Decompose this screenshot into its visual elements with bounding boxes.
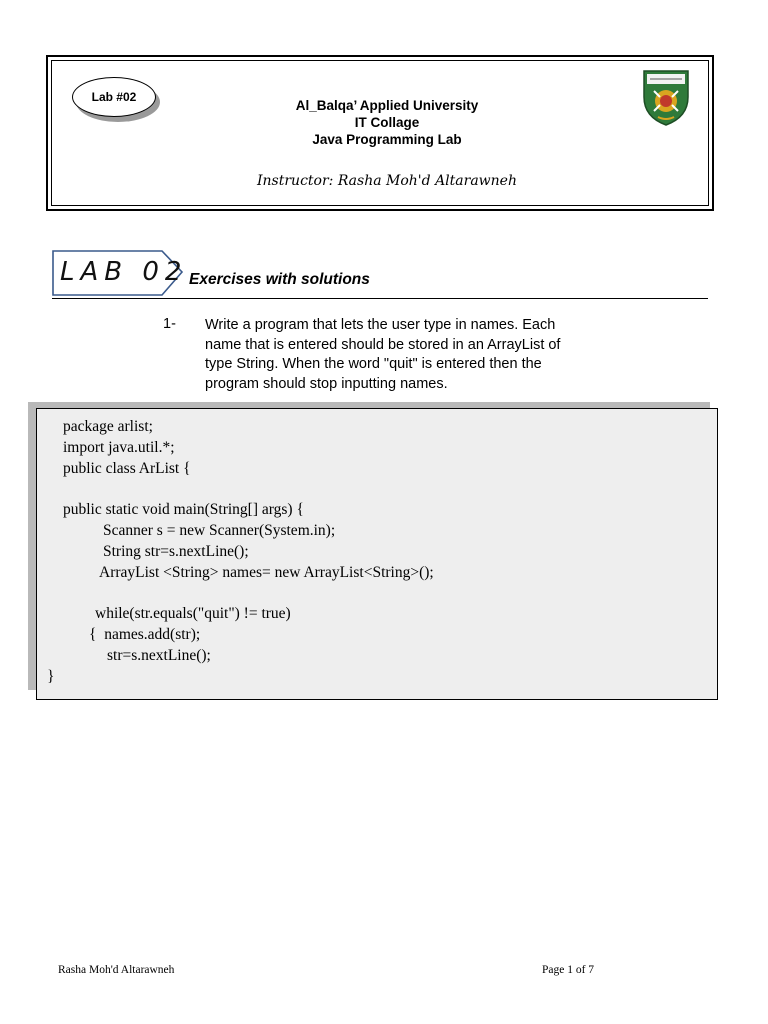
code-line: while(str.equals("quit") != true) (95, 605, 291, 622)
footer-page-number: Page 1 of 7 (542, 964, 595, 976)
code-line: str=s.nextLine(); (107, 647, 211, 664)
code-block (36, 408, 718, 700)
college-name: IT Collage (354, 115, 420, 130)
code-line: ArrayList <String> names= new ArrayList<String>(); (99, 564, 434, 581)
section-divider (52, 298, 708, 299)
course-name: Java Programming Lab (312, 132, 462, 147)
document-header (46, 55, 714, 211)
header-inner-border (51, 60, 709, 206)
instructor-line: Instructor: Rasha Moh'd Altarawneh (257, 173, 517, 189)
lab-section-subtitle: Exercises with solutions (189, 271, 370, 288)
exercise-text: Write a program that lets the user type in names. Each name that is entered should be stored in an ArrayList of type String. When the word "quit" is entered then the program should stop inputting names. (205, 317, 561, 392)
lab-badge (72, 77, 156, 117)
code-line: public static void main(String[] args) { (63, 501, 304, 518)
university-name: Al_Balqa’ Applied University (295, 98, 479, 113)
lab-section-heading (52, 250, 712, 300)
exercise-number: 1- (163, 316, 176, 332)
lab-section-label: LAB 02 (60, 257, 188, 287)
lab-badge-label: Lab #02 (72, 77, 156, 117)
code-line: package arlist; (63, 418, 153, 435)
code-line: { names.add(str); (89, 626, 201, 643)
title-block (232, 97, 542, 148)
code-line: Scanner s = new Scanner(System.in); (103, 522, 336, 539)
code-line: } (47, 668, 55, 685)
code-line: import java.util.*; (63, 439, 175, 456)
footer-author: Rasha Moh'd Altarawneh (58, 964, 175, 976)
code-line: public class ArList { (63, 460, 191, 477)
university-crest-icon (640, 67, 692, 127)
code-line: String str=s.nextLine(); (103, 543, 249, 560)
